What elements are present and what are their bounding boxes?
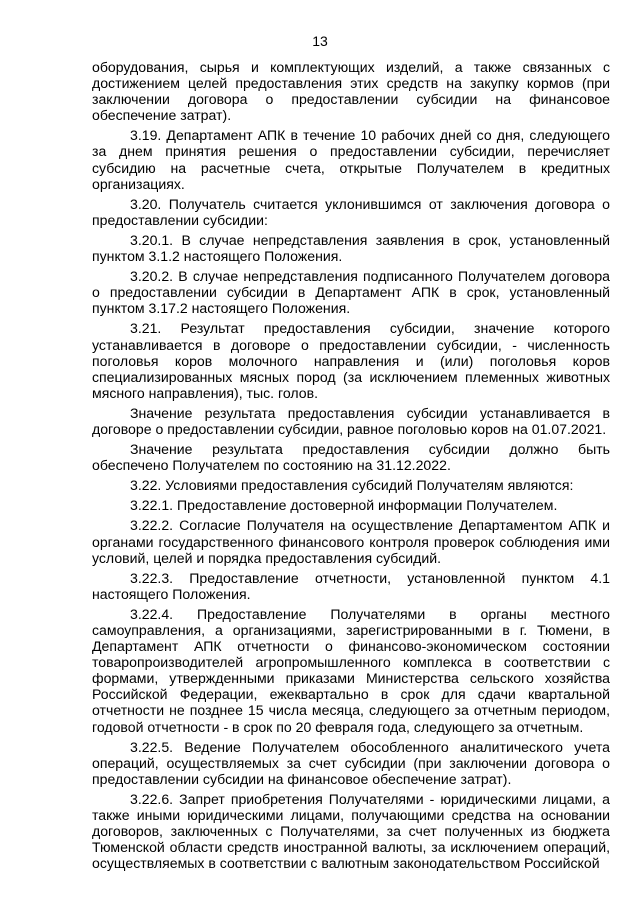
paragraph-3-21-deadline: Значение результата предоставления субсидии должно быть обеспечено Получателем по состоянию на 31.12.2022.: [92, 441, 610, 474]
paragraph-3-20: 3.20. Получатель считается уклонившимся от заключения договора о предоставлении субсидии:: [92, 195, 610, 228]
paragraph-3-22-4: 3.22.4. Предоставление Получателями в органы местного самоуправления, а организациями, зарегистрированными в г. Тюмени, в Департамент АПК отчетности о финансово-экономическом состоянии товаропроизводителей агропромышленного комплекса в соответствии с формами, утвержденными приказами Министерства сельского хозяйства Российской Федерации, ежеквартально в срок для сдачи квартальной отчетности не позднее 15 числа месяца, следующего за отчетным периодом, годовой отчетности - в срок по 20 февраля года, следующего за отчетным.: [92, 605, 610, 735]
paragraph-3-22-6: 3.22.6. Запрет приобретения Получателями - юридическими лицами, а также иными юридическими лицами, получающими средства на основании договоров, заключенных с Получателями, за счет полученных из бюджета Тюменской области средств иностранной валюты, за исключением операций, осуществляемых в соответствии с валютным законодательством Российской: [92, 790, 610, 872]
paragraph-3-19: 3.19. Департамент АПК в течение 10 рабочих дней со дня, следующего за днем принятия решения о предоставлении субсидии, перечисляет субсидию на расчетные счета, открытые Получателем в кредитных организациях.: [92, 127, 610, 192]
paragraph-continuation: оборудования, сырья и комплектующих изделий, а также связанных с достижением целей предоставления этих средств на закупку кормов (при заключении договора о предоставлении субсидии на финансовое обеспечение затрат).: [92, 59, 610, 124]
paragraph-3-20-2: 3.20.2. В случае непредставления подписанного Получателем договора о предоставлении субсидии в Департамент АПК в срок, установленный пунктом 3.17.2 настоящего Положения.: [92, 268, 610, 317]
paragraph-3-22-5: 3.22.5. Ведение Получателем обособленного аналитического учета операций, осуществляемых за счет субсидии (при заключении договора о предоставлении субсидии на финансовое обеспечение затрат).: [92, 738, 610, 787]
page-number: 13: [312, 33, 328, 49]
paragraph-3-22: 3.22. Условиями предоставления субсидий Получателям являются:: [130, 477, 574, 494]
paragraph-3-20-1: 3.20.1. В случае непредставления заявления в срок, установленный пунктом 3.1.2 настоящего Положения.: [92, 231, 610, 265]
paragraph-3-22-3: 3.22.3. Предоставление отчетности, установленной пунктом 4.1 настоящего Положения.: [92, 569, 610, 602]
paragraph-3-21-value: Значение результата предоставления субсидии устанавливается в договоре о предоставлении субсидии, равное поголовью коров на 01.07.2021.: [92, 404, 610, 437]
document-body: [92, 59, 610, 875]
paragraph-3-21: 3.21. Результат предоставления субсидии, значение которого устанавливается в договоре о предоставлении субсидии, - численность поголовья коров молочного направления и (или) поголовья коров специализированных мясных пород (за исключением племенных животных мясного направления), тыс. голов.: [92, 320, 610, 401]
paragraph-3-22-2: 3.22.2. Согласие Получателя на осуществление Департаментом АПК и органами государственного финансового контроля проверок соблюдения ими условий, целей и порядка предоставления субсидий.: [92, 517, 610, 566]
paragraph-3-22-1: 3.22.1. Предоставление достоверной информации Получателем.: [130, 497, 558, 514]
